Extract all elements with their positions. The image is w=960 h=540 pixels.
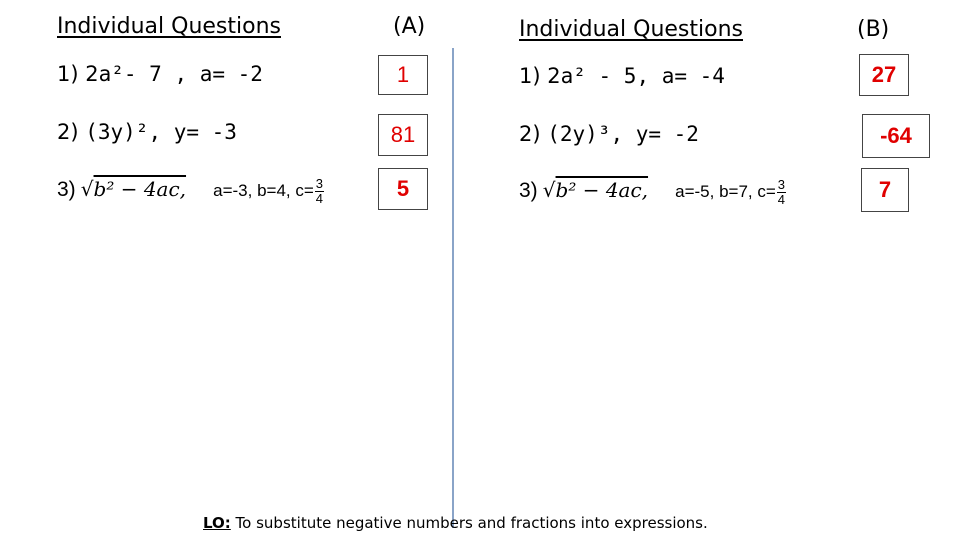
right-question-2 <box>519 122 699 146</box>
left-q1-answer-box: 1 <box>378 55 428 95</box>
right-q3-fraction <box>777 178 786 207</box>
right-q3-answer-box: 7 <box>861 168 909 212</box>
column-divider <box>452 48 454 528</box>
right-q2-expression: (2y)³, y= -2 <box>547 122 699 146</box>
left-heading: Individual Questions <box>57 14 281 39</box>
left-q2-answer-box: 81 <box>378 114 428 156</box>
left-q3-fraction <box>315 177 324 206</box>
right-q2-answer-box: -64 <box>862 114 930 158</box>
left-q3-sqrt: √b² − 4ac, <box>80 177 187 201</box>
left-question-2 <box>57 120 237 144</box>
left-q3-answer-box: 5 <box>378 168 428 210</box>
left-q3-params: a=-3, b=4, c= <box>213 181 314 200</box>
right-q3-frac-den: 4 <box>777 192 786 207</box>
learning-objective-text: To substitute negative numbers and fractions into expressions. <box>230 514 708 532</box>
right-q3-prefix: 3) <box>519 179 538 202</box>
left-question-1 <box>57 62 263 86</box>
right-question-1 <box>519 64 725 88</box>
left-question-3 <box>57 177 324 206</box>
learning-objective <box>203 514 708 532</box>
right-q3-sqrt: √b² − 4ac, <box>542 178 649 202</box>
left-q1-expression: a²- 7 , a= -2 <box>98 62 263 86</box>
right-q3-params: a=-5, b=7, c= <box>675 182 776 201</box>
learning-objective-label: LO: <box>203 514 231 532</box>
left-q1-prefix: 1) 2 <box>57 62 99 86</box>
right-q1-answer-box: 27 <box>859 54 909 96</box>
left-q2-expression: (3y)², y= -3 <box>85 120 237 144</box>
left-q2-prefix: 2) <box>57 120 86 144</box>
left-q3-radicand: b² − 4ac, <box>93 177 187 201</box>
right-q3-frac-num: 3 <box>777 177 786 192</box>
right-q1-prefix: 1) 2 <box>519 64 561 88</box>
right-column-label: (B) <box>857 17 890 42</box>
left-q3-frac-num: 3 <box>315 176 324 191</box>
left-q3-frac-den: 4 <box>315 191 324 206</box>
right-q2-prefix: 2) <box>519 122 548 146</box>
left-column-label: (A) <box>393 14 426 39</box>
right-q3-radicand: b² − 4ac, <box>555 178 649 202</box>
right-q1-expression: a² - 5, a= -4 <box>560 64 725 88</box>
left-q3-prefix: 3) <box>57 178 76 201</box>
right-heading: Individual Questions <box>519 17 743 42</box>
right-question-3 <box>519 178 786 207</box>
